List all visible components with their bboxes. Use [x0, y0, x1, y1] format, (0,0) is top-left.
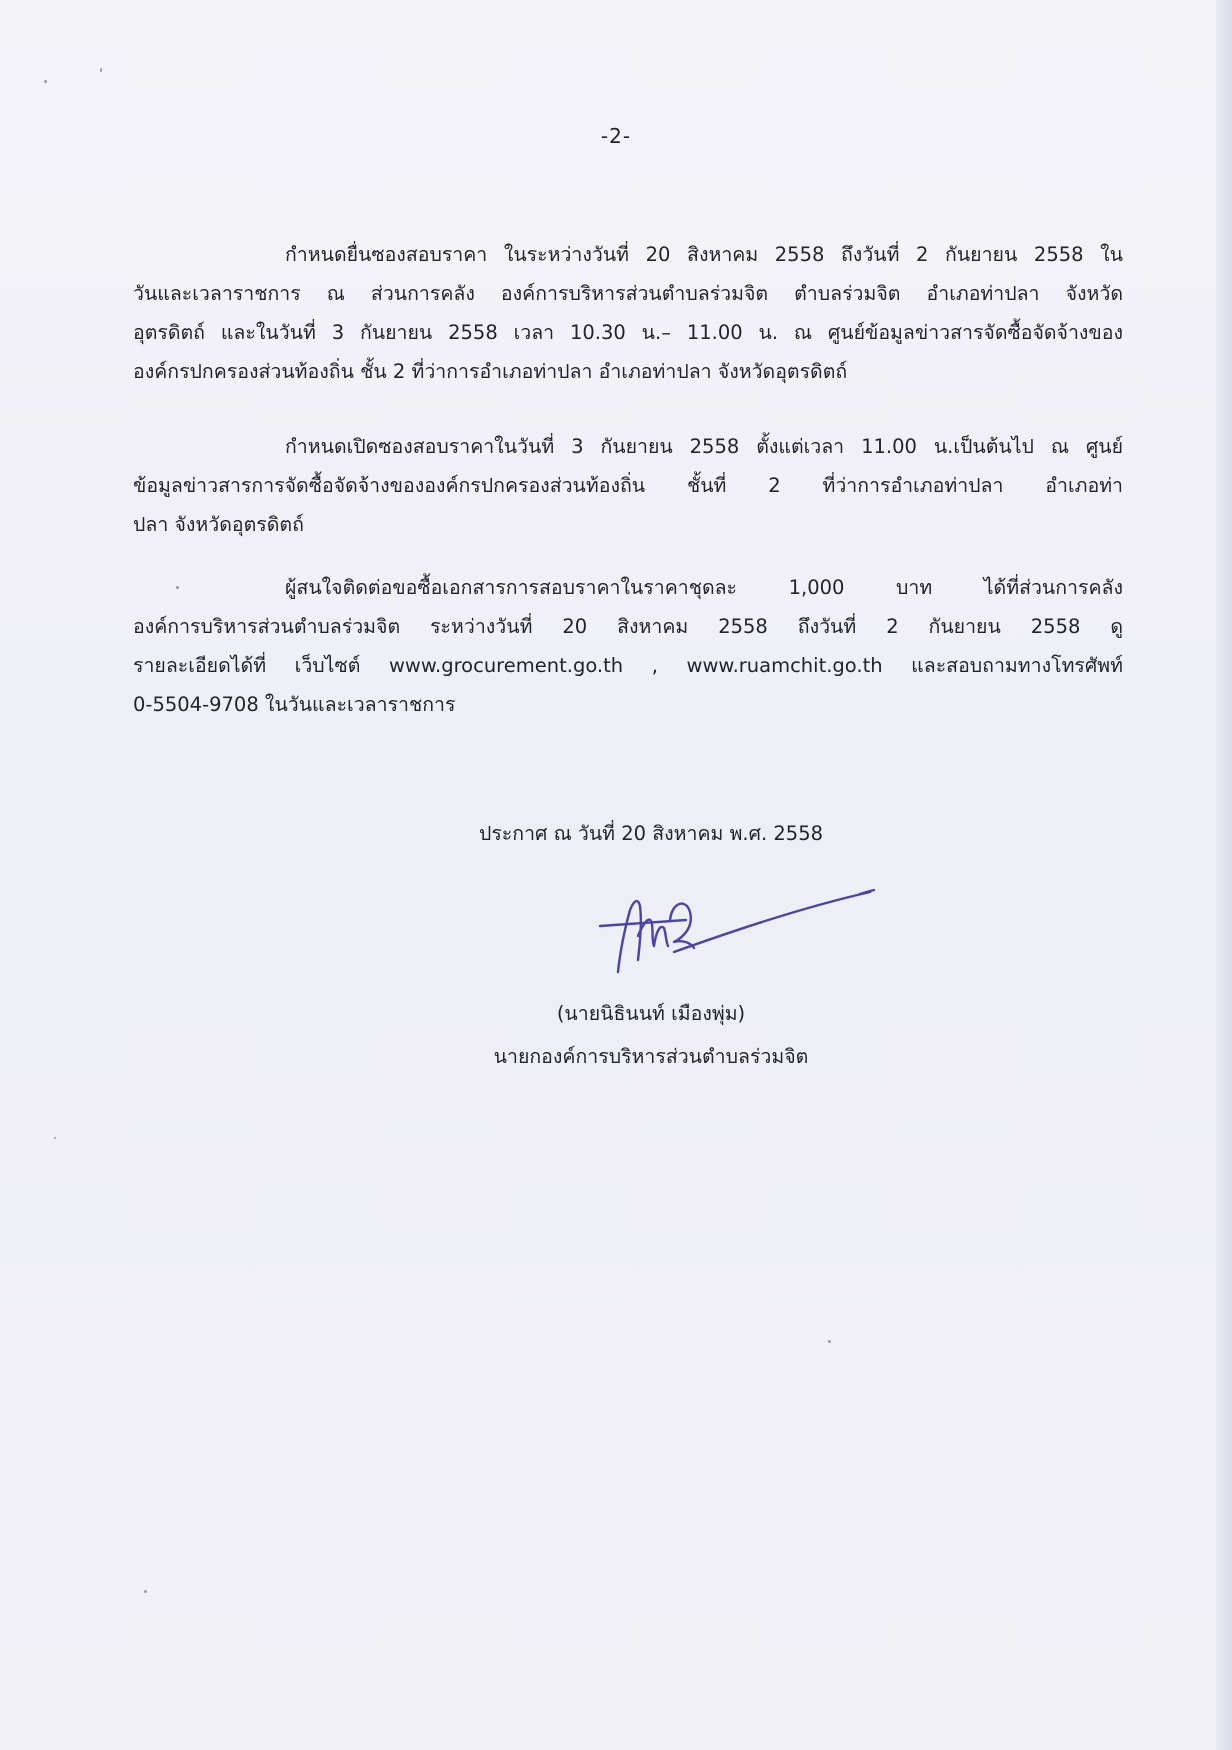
- paragraph-line: รายละเอียดได้ที่ เว็บไซต์ www.grocurement.go.th , www.ruamchit.go.th และสอบถามทางโทรศัพท์: [133, 654, 1123, 677]
- paragraph-line: อุตรดิตถ์ และในวันที่ 3 กันยายน 2558 เวลา 10.30 น.– 11.00 น. ณ ศูนย์ข้อมูลข่าวสารจัดซื้อจัดจ้างของ: [133, 321, 1123, 344]
- paragraph-line: องค์การบริหารส่วนตำบลร่วมจิต ระหว่างวันที่ 20 สิงหาคม 2558 ถึงวันที่ 2 กันยายน 2558 ดู: [133, 615, 1123, 638]
- announcement-date: ประกาศ ณ วันที่ 20 สิงหาคม พ.ศ. 2558: [478, 822, 824, 845]
- scan-speck: [828, 1340, 831, 1343]
- paragraph-line: ปลา จังหวัดอุตรดิตถ์: [133, 513, 304, 536]
- scan-speck: [54, 1137, 56, 1139]
- paragraph-line: ข้อมูลข่าวสารการจัดซื้อจัดจ้างขององค์กรปกครองส่วนท้องถิ่น ชั้นที่ 2 ที่ว่าการอำเภอท่าปลา อำเภอท่า: [133, 474, 1123, 497]
- scan-speck: [100, 68, 102, 72]
- scan-speck: [44, 80, 47, 83]
- page-number: -2-: [600, 124, 632, 148]
- signer-name: (นายนิธินนท์ เมืองพุ่ม): [556, 1002, 746, 1025]
- scan-speck: [144, 1590, 147, 1593]
- paragraph-document-purchase: [133, 568, 1123, 724]
- paragraph-line: ผู้สนใจติดต่อขอซื้อเอกสารการสอบราคาในราคาชุดละ 1,000 บาท ได้ที่ส่วนการคลัง: [285, 576, 1123, 599]
- paragraph-bid-submission: [133, 235, 1123, 391]
- paragraph-line: วันและเวลาราชการ ณ ส่วนการคลัง องค์การบริหารส่วนตำบลร่วมจิต ตำบลร่วมจิต อำเภอท่าปลา จังหวัด: [133, 282, 1123, 305]
- handwritten-signature: [590, 862, 880, 982]
- page-edge-shadow: [1216, 0, 1232, 1750]
- paragraph-line: กำหนดเปิดซองสอบราคาในวันที่ 3 กันยายน 2558 ตั้งแต่เวลา 11.00 น.เป็นต้นไป ณ ศูนย์: [285, 435, 1123, 458]
- paragraph-line: องค์กรปกครองส่วนท้องถิ่น ชั้น 2 ที่ว่าการอำเภอท่าปลา อำเภอท่าปลา จังหวัดอุตรดิตถ์: [133, 360, 848, 383]
- signer-title: นายกองค์การบริหารส่วนตำบลร่วมจิต: [493, 1045, 809, 1068]
- paragraph-line: กำหนดยื่นซองสอบราคา ในระหว่างวันที่ 20 สิงหาคม 2558 ถึงวันที่ 2 กันยายน 2558 ใน: [285, 243, 1123, 266]
- paragraph-line: 0-5504-9708 ในวันและเวลาราชการ: [133, 693, 456, 716]
- paragraph-bid-opening: [133, 427, 1123, 544]
